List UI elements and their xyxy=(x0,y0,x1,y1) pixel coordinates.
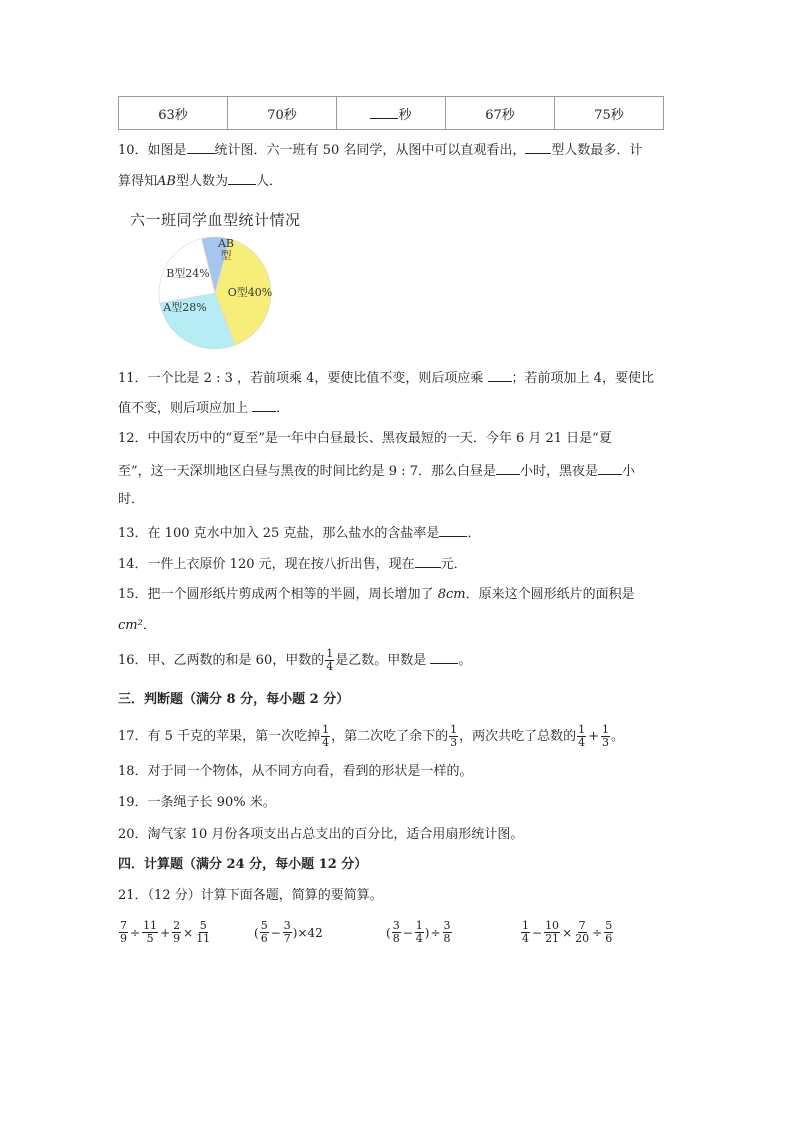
pie-label-a: A型28% xyxy=(163,301,207,314)
question-11-line-1: 11．一个比是 2 : 3 ，若前项乘 4，要使比值不变，则后项应乘 ；若前项加上 4，要使比 xyxy=(118,367,654,389)
question-12-line-1: 12．中国农历中的“夏至”是一年中白昼最长、黑夜最短的一天．今年 6 月 21 日是“夏 xyxy=(118,431,612,446)
calc-expression-1: $\frac{7}{9}$ ÷ $\frac{11}{5}$ + $\frac{2}{9}$ × $\frac{5}{11}$ xyxy=(120,919,211,945)
answer-blank[interactable] xyxy=(370,104,398,119)
time-table xyxy=(118,96,664,130)
question-15-line-1: 15．把一个圆形纸片剪成两个相等的半圆，周长增加了 8cm．原来这个圆形纸片的面积是 xyxy=(118,587,635,602)
calc-expression-3: ( $\frac{3}{8}$ − $\frac{1}{4}$ ) ÷ $\frac{3}{8}$ xyxy=(386,919,451,945)
pie-label-ab-1: AB xyxy=(217,237,235,250)
answer-blank[interactable] xyxy=(439,522,467,537)
question-15-line-2: cm²． xyxy=(118,618,156,633)
answer-blank[interactable] xyxy=(415,553,441,568)
blood-type-pie-chart xyxy=(150,228,280,358)
table-cell: 67秒 xyxy=(446,97,555,130)
answer-blank[interactable] xyxy=(430,649,458,664)
answer-blank[interactable] xyxy=(525,139,551,154)
answer-blank[interactable] xyxy=(488,367,512,382)
answer-blank[interactable] xyxy=(496,460,520,475)
question-11-line-2: 值不变，则后项应加上 ． xyxy=(118,397,289,419)
question-19: 19．一条绳子长 90% 米。 xyxy=(118,795,276,810)
question-13: 13．在 100 克水中加入 25 克盐，那么盐水的含盐率是 ． xyxy=(118,522,480,544)
fraction: $\frac{1}{3}$ xyxy=(450,723,458,749)
pie-label-ab-2: 型 xyxy=(220,249,232,262)
answer-blank[interactable] xyxy=(252,397,276,412)
section-4-heading: 四．计算题（满分 24 分，每小题 12 分） xyxy=(118,857,368,872)
section-3-heading: 三．判断题（满分 8 分，每小题 2 分） xyxy=(118,692,350,707)
fraction: $\frac{1}{4}$ xyxy=(322,723,330,749)
question-17: 17．有 5 千克的苹果，第一次吃掉 $\frac{1}{4}$ ，第二次吃了余下的 $\frac{1}{3}$ ，两次共吃了总数的 $\frac{1}{4}$ + $\frac{1}{3}$ 。 xyxy=(118,723,625,749)
question-16: 16．甲、乙两数的和是 60，甲数的 $\frac{1}{4}$ 是乙数。甲数是 。 xyxy=(118,647,472,673)
table-cell: 75秒 xyxy=(555,97,664,130)
calc-expression-4: $\frac{1}{4}$ − $\frac{10}{21}$ × $\frac{7}{20}$ ÷ $\frac{5}{6}$ xyxy=(522,919,613,945)
pie-label-o: O型40% xyxy=(227,286,273,299)
answer-blank[interactable] xyxy=(187,139,215,154)
table-row xyxy=(119,97,664,130)
question-20: 20．淘气家 10 月份各项支出占总支出的百分比，适合用扇形统计图。 xyxy=(118,827,524,842)
fraction: $\frac{1}{3}$ xyxy=(602,723,610,749)
fraction: $\frac{1}{4}$ xyxy=(578,723,586,749)
table-cell: 秒 xyxy=(337,97,446,130)
question-12-line-3: 时． xyxy=(118,492,145,507)
question-12-line-2: 至”，这一天深圳地区白昼与黑夜的时间比约是 9 : 7．那么白昼是 小时，黑夜是 小 xyxy=(118,460,635,482)
fraction: $\frac{1}{4}$ xyxy=(326,647,334,673)
question-10-line-2: 算得知AB型人数为 人． xyxy=(118,170,282,192)
calc-expression-2: ( $\frac{5}{6}$ − $\frac{3}{7}$ ) ×42 xyxy=(254,919,323,945)
pie-label-b: B型24% xyxy=(166,267,210,280)
question-21: 21．（12 分）计算下面各题，简算的要简算。 xyxy=(118,888,383,903)
answer-blank[interactable] xyxy=(228,170,256,185)
table-cell: 63秒 xyxy=(119,97,228,130)
question-18: 18．对于同一个物体，从不同方向看，看到的形状是一样的。 xyxy=(118,764,473,779)
table-cell: 70秒 xyxy=(228,97,337,130)
question-10-line-1: 10．如图是 统计图．六一班有 50 名同学，从图中可以直观看出， 型人数最多．计 xyxy=(118,139,642,161)
question-14: 14．一件上衣原价 120 元，现在按八折出售，现在 元． xyxy=(118,553,467,575)
answer-blank[interactable] xyxy=(598,460,622,475)
chart-title: 六一班同学血型统计情况 xyxy=(130,211,301,229)
